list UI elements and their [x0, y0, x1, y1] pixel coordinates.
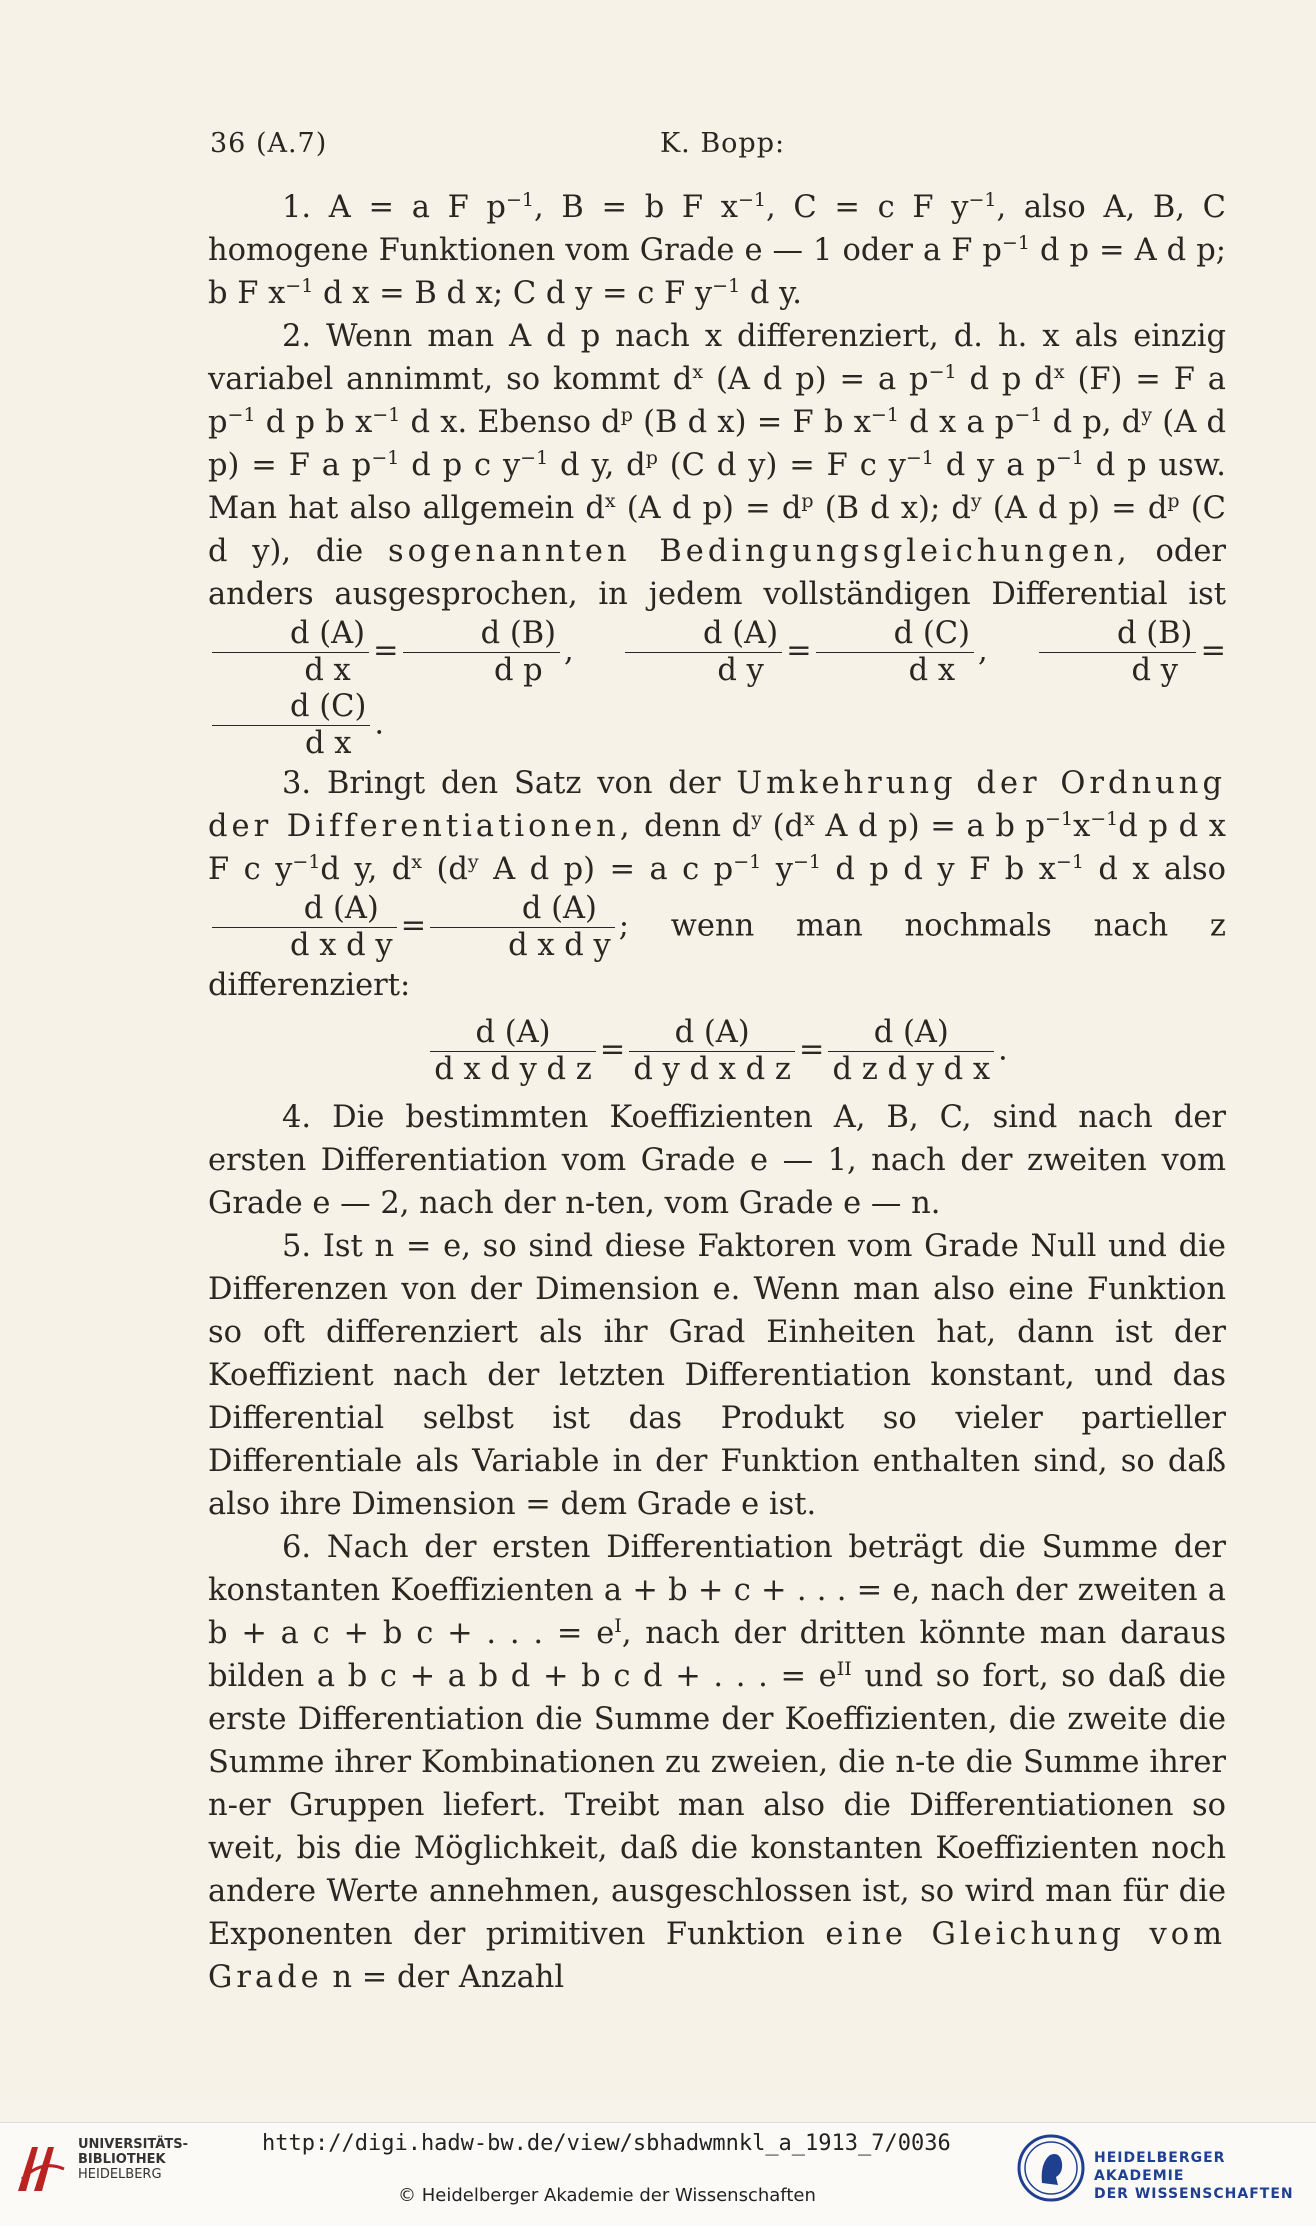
- source-url[interactable]: http://digi.hadw-bw.de/view/sbhadwmnkl_a_1913_7/0036: [262, 2131, 951, 2156]
- fraction: $\frac{d (C)}{\text{d x}}$: [816, 616, 974, 689]
- spaced-term: Umkehrung der Ordnung der Differentiationen,: [208, 766, 1226, 844]
- spaced-term: eine Gleichung vom Grade: [208, 1917, 1226, 1995]
- academy-label: HEIDELBERGER AKADEMIE DER WISSENSCHAFTEN: [1094, 2150, 1294, 2202]
- fraction: $\frac{d (B)}{\text{d p}}$: [403, 616, 560, 689]
- fraction: $\frac{d (A)}{\text{d x d y d z}}$: [430, 1015, 596, 1088]
- display-equation: $\frac{d (A)}{\text{d x d y d z}}$ = $\frac{d (A)}{\text{d y d x d z}}$ = $\frac{d (A)}{\text{d z d y d x}}$ .: [208, 1015, 1226, 1088]
- paragraph-1: 1. A = a F $p^{-1}$, B = b F $x^{-1}$, C = c F $y^{-1}$, also A, B, C homogene Funktionen vom Grade e — 1 oder a F $p^{-1}$ d p = A d p; b F $x^{-1}$ d x = B d x; C d y = c F $y^{-1}$ d y.: [208, 188, 1226, 311]
- fraction: $\frac{d (C)}{\text{d x}}$: [212, 689, 370, 762]
- paragraph-2: 2. Wenn man A d p nach x differenziert, d. h. x als einzig variabel annimmt, so kommt $d^x$ (A d p) = a $p^{-1}$ d p $d^x$ (F) = F a $p^{-1}$ d p b $x^{-1}$ d x. Ebenso $d^p$ (B d x) = F b $x^{-1}$ d x a $p^{-1}$ d p, $d^y$ (A d p) = F a $p^{-1}$ d p c $y^{-1}$ d y, $d^p$ (C d y) = F c $y^{-1}$ d y a $p^{-1}$ d p usw. Man hat also allgemein $d^x$ (A d $p) = d^p$ (B d x); $d^y$ (A d $p) = d^p$ (C d y), die sogenannten Bedingungsgleichungen, oder anders ausgesprochen, in jedem vollständigen Differential ist $\frac{d (A)}{\text{d x}}$ = $\frac{d (B)}{\text{d p}}$ , $\frac{d (A)}{\text{d y}}$ = $\frac{d (C)}{\text{d x}}$ , $\frac{d (B)}{\text{d y}}$ = $\frac{d (C)}{\text{d x}}$ .: [208, 319, 1227, 761]
- fraction: $\frac{d (A)}{\text{d x}}$: [212, 616, 369, 689]
- paragraph-5: 5. Ist n = e, so sind diese Faktoren vom Grade Null und die Differenzen von der Dimension e. Wenn man also eine Funktion so oft differenziert als ihr Grad Einheiten hat, dann ist der Koeffizient nach der letzten Differentiation konstant, und das Differential selbst ist das Produkt so vieler partieller Differentiale als Variable in der Funktion enthalten sind, so daß also ihre Dimension = dem Grade e ist.: [208, 1229, 1226, 1522]
- fraction: $\frac{d (A)}{\text{d z d y d x}}$: [828, 1015, 994, 1088]
- fraction: $\frac{d (A)}{\text{d y}}$: [625, 616, 782, 689]
- fraction: $\frac{d (A)}{\text{d x d y}}$: [430, 891, 615, 964]
- paragraph-3: 3. Bringt den Satz von der Umkehrung der Ordnung der Differentiationen, denn $d^y$ ($d^x$ A d p) = a b $p^{-1}x^{-1}d$ p d x F c $y^{-1}d$ y, $d^x$ ($d^y$ A d p) = a c $p^{-1}$ $y^{-1}$ d p d y F b $x^{-1}$ d x also $\frac{d (A)}{\text{d x d y}}$ = $\frac{d (A)}{\text{d x d y}}$ ; wenn man nochmals nach z differenziert:: [208, 766, 1226, 1003]
- running-head: K. Bopp:: [660, 128, 786, 159]
- spaced-term: sogenannten Bedingungsgleichungen,: [387, 534, 1131, 569]
- paragraph-4: 4. Die bestimmten Koeffizienten A, B, C, sind nach der ersten Differentiation vom Grade e — 1, nach der zweiten vom Grade e — 2, nach der n-ten, vom Grade e — n.: [208, 1100, 1226, 1221]
- paragraph-6: 6. Nach der ersten Differentiation beträgt die Summe der konstanten Koeffizienten a + b + c + . . . = e, nach der zweiten a b + a c + b c + . . . = $e^I$, nach der dritten könnte man daraus bilden a b c + a b d + b c d + . . . = $e^{II}$ und so fort, so daß die erste Differentiation die Summe der Koeffizienten, die zweite die Summe ihrer Kombinationen zu zweien, die n-te die Summe ihrer n-er Gruppen liefert. Treibt man also die Differentiationen so weit, bis die Möglichkeit, daß die konstanten Koeffizienten noch andere Werte annehmen, ausgeschlossen ist, so wird man für die Exponenten der primitiven Funktion eine Gleichung vom Grade n = der Anzahl: [208, 1530, 1226, 1995]
- fraction: $\frac{d (B)}{\text{d y}}$: [1039, 616, 1196, 689]
- footer-bar: [0, 2122, 1316, 2226]
- university-library-logo-icon: [12, 2139, 72, 2199]
- academy-seal-icon: [1016, 2133, 1086, 2203]
- page-number: 36 (A.7): [210, 128, 328, 159]
- copyright-notice: © Heidelberger Akademie der Wissenschaften: [398, 2185, 816, 2206]
- university-library-label: UNIVERSITÄTS- BIBLIOTHEK HEIDELBERG: [78, 2137, 188, 2182]
- page-body: [208, 186, 1226, 1999]
- fraction: $\frac{d (A)}{\text{d x d y}}$: [212, 891, 397, 964]
- fraction: $\frac{d (A)}{\text{d y d x d z}}$: [629, 1015, 795, 1088]
